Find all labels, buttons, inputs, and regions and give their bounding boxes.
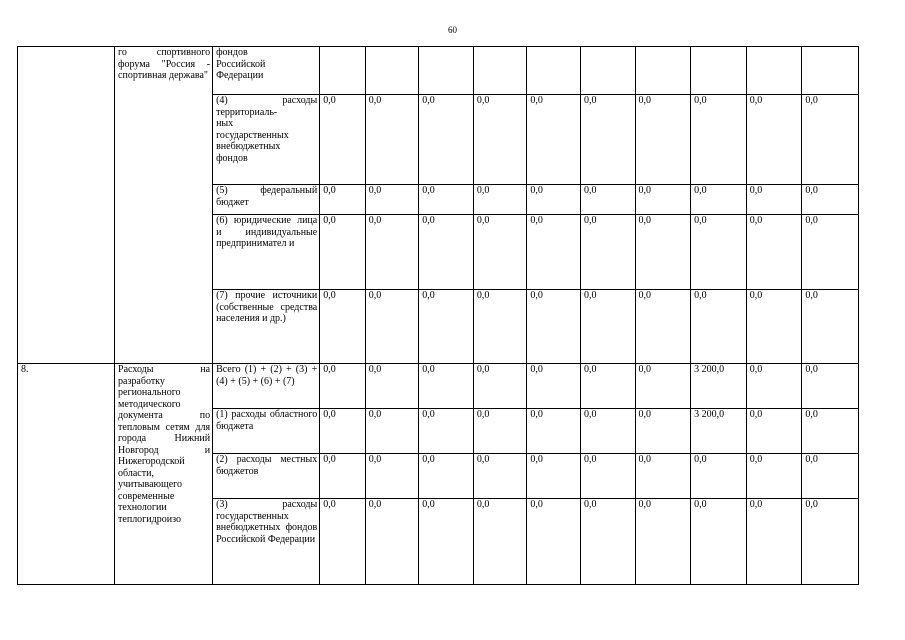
value-cell: 0,0 [365, 215, 419, 290]
value-cell: 0,0 [746, 364, 802, 409]
value-cell: 0,0 [419, 499, 474, 585]
value-cell: 0,0 [365, 95, 419, 185]
value-cell: 0,0 [320, 215, 365, 290]
value-cell: 0,0 [473, 185, 527, 215]
value-cell: 0,0 [320, 95, 365, 185]
value-cell: 0,0 [473, 215, 527, 290]
table-body [18, 47, 859, 585]
value-cell: 0,0 [365, 499, 419, 585]
funding-source-cell: (4) расходы территориаль- ных государственных внебюджетных фондов [213, 95, 320, 185]
value-cell: 0,0 [691, 95, 747, 185]
value-cell: 0,0 [580, 95, 635, 185]
value-cell: 0,0 [527, 499, 581, 585]
value-cell: 0,0 [527, 409, 581, 454]
funding-source-cell: Всего (1) + (2) + (3) + (4) + (5) + (6) + (7) [213, 364, 320, 409]
value-cell: 0,0 [527, 454, 581, 499]
value-cell: 0,0 [691, 290, 747, 364]
funding-source-cell: (1) расходы областного бюджета [213, 409, 320, 454]
value-cell: 0,0 [320, 364, 365, 409]
value-cell: 0,0 [473, 454, 527, 499]
value-cell: 0,0 [365, 454, 419, 499]
value-cell: 0,0 [691, 215, 747, 290]
value-cell: 0,0 [635, 454, 691, 499]
value-cell: 0,0 [365, 409, 419, 454]
value-cell: 0,0 [419, 290, 474, 364]
value-cell: 0,0 [580, 409, 635, 454]
value-cell: 0,0 [365, 185, 419, 215]
value-cell: 0,0 [320, 454, 365, 499]
value-cell: 0,0 [635, 364, 691, 409]
value-cell: 0,0 [320, 409, 365, 454]
value-cell: 0,0 [802, 215, 859, 290]
value-cell: 0,0 [746, 95, 802, 185]
value-cell [635, 47, 691, 95]
value-cell: 0,0 [580, 185, 635, 215]
value-cell: 0,0 [473, 364, 527, 409]
budget-table [17, 46, 859, 585]
value-cell [580, 47, 635, 95]
value-cell: 0,0 [320, 185, 365, 215]
table-row [18, 364, 859, 409]
value-cell: 3 200,0 [691, 409, 747, 454]
value-cell [365, 47, 419, 95]
value-cell: 0,0 [473, 290, 527, 364]
value-cell [527, 47, 581, 95]
value-cell: 0,0 [635, 290, 691, 364]
value-cell: 0,0 [527, 185, 581, 215]
value-cell: 0,0 [419, 364, 474, 409]
value-cell [802, 47, 859, 95]
table-row [18, 47, 859, 95]
value-cell: 0,0 [635, 215, 691, 290]
value-cell: 0,0 [320, 499, 365, 585]
value-cell: 0,0 [802, 95, 859, 185]
funding-source-cell: (5) федеральный бюджет [213, 185, 320, 215]
value-cell: 0,0 [473, 499, 527, 585]
value-cell: 0,0 [746, 215, 802, 290]
value-cell: 3 200,0 [691, 364, 747, 409]
row-number-cell: 8. [18, 364, 115, 585]
value-cell: 0,0 [635, 409, 691, 454]
row-number-cell [18, 47, 115, 364]
value-cell: 0,0 [419, 185, 474, 215]
funding-source-cell: (6) юридические лица и индивидуальные предпринимател и [213, 215, 320, 290]
value-cell [419, 47, 474, 95]
value-cell: 0,0 [419, 95, 474, 185]
value-cell: 0,0 [746, 185, 802, 215]
value-cell: 0,0 [473, 409, 527, 454]
value-cell: 0,0 [473, 95, 527, 185]
value-cell: 0,0 [580, 454, 635, 499]
value-cell: 0,0 [365, 290, 419, 364]
value-cell: 0,0 [580, 290, 635, 364]
value-cell [320, 47, 365, 95]
value-cell: 0,0 [527, 95, 581, 185]
value-cell: 0,0 [746, 409, 802, 454]
event-name-cell: го спортивного форума "Россия - спортивная держава" [115, 47, 213, 364]
value-cell: 0,0 [580, 364, 635, 409]
value-cell: 0,0 [802, 185, 859, 215]
value-cell: 0,0 [746, 290, 802, 364]
value-cell: 0,0 [365, 364, 419, 409]
value-cell: 0,0 [802, 290, 859, 364]
funding-source-cell: фондов Российской Федерации [213, 47, 320, 95]
event-name-cell: Расходы на разработку регионального методического документа по тепловым сетям для города Нижний Новгород и Нижегородской области, учитывающего современные технологии теплогидроизо [115, 364, 213, 585]
value-cell: 0,0 [691, 499, 747, 585]
page-number: 60 [448, 25, 457, 35]
value-cell: 0,0 [746, 454, 802, 499]
value-cell [473, 47, 527, 95]
value-cell: 0,0 [635, 185, 691, 215]
value-cell: 0,0 [635, 95, 691, 185]
value-cell [691, 47, 747, 95]
value-cell: 0,0 [802, 409, 859, 454]
value-cell: 0,0 [527, 364, 581, 409]
value-cell: 0,0 [802, 499, 859, 585]
value-cell: 0,0 [802, 364, 859, 409]
value-cell: 0,0 [580, 215, 635, 290]
value-cell: 0,0 [580, 499, 635, 585]
value-cell [746, 47, 802, 95]
value-cell: 0,0 [746, 499, 802, 585]
value-cell: 0,0 [320, 290, 365, 364]
value-cell: 0,0 [527, 290, 581, 364]
value-cell: 0,0 [527, 215, 581, 290]
funding-source-cell: (3) расходы государственных внебюджетных фондов Российской Федерации [213, 499, 320, 585]
value-cell: 0,0 [802, 454, 859, 499]
value-cell: 0,0 [419, 454, 474, 499]
value-cell: 0,0 [691, 454, 747, 499]
funding-source-cell: (7) прочие источники (собственные средства населения и др.) [213, 290, 320, 364]
value-cell: 0,0 [419, 215, 474, 290]
value-cell: 0,0 [635, 499, 691, 585]
value-cell: 0,0 [419, 409, 474, 454]
funding-source-cell: (2) расходы местных бюджетов [213, 454, 320, 499]
value-cell: 0,0 [691, 185, 747, 215]
